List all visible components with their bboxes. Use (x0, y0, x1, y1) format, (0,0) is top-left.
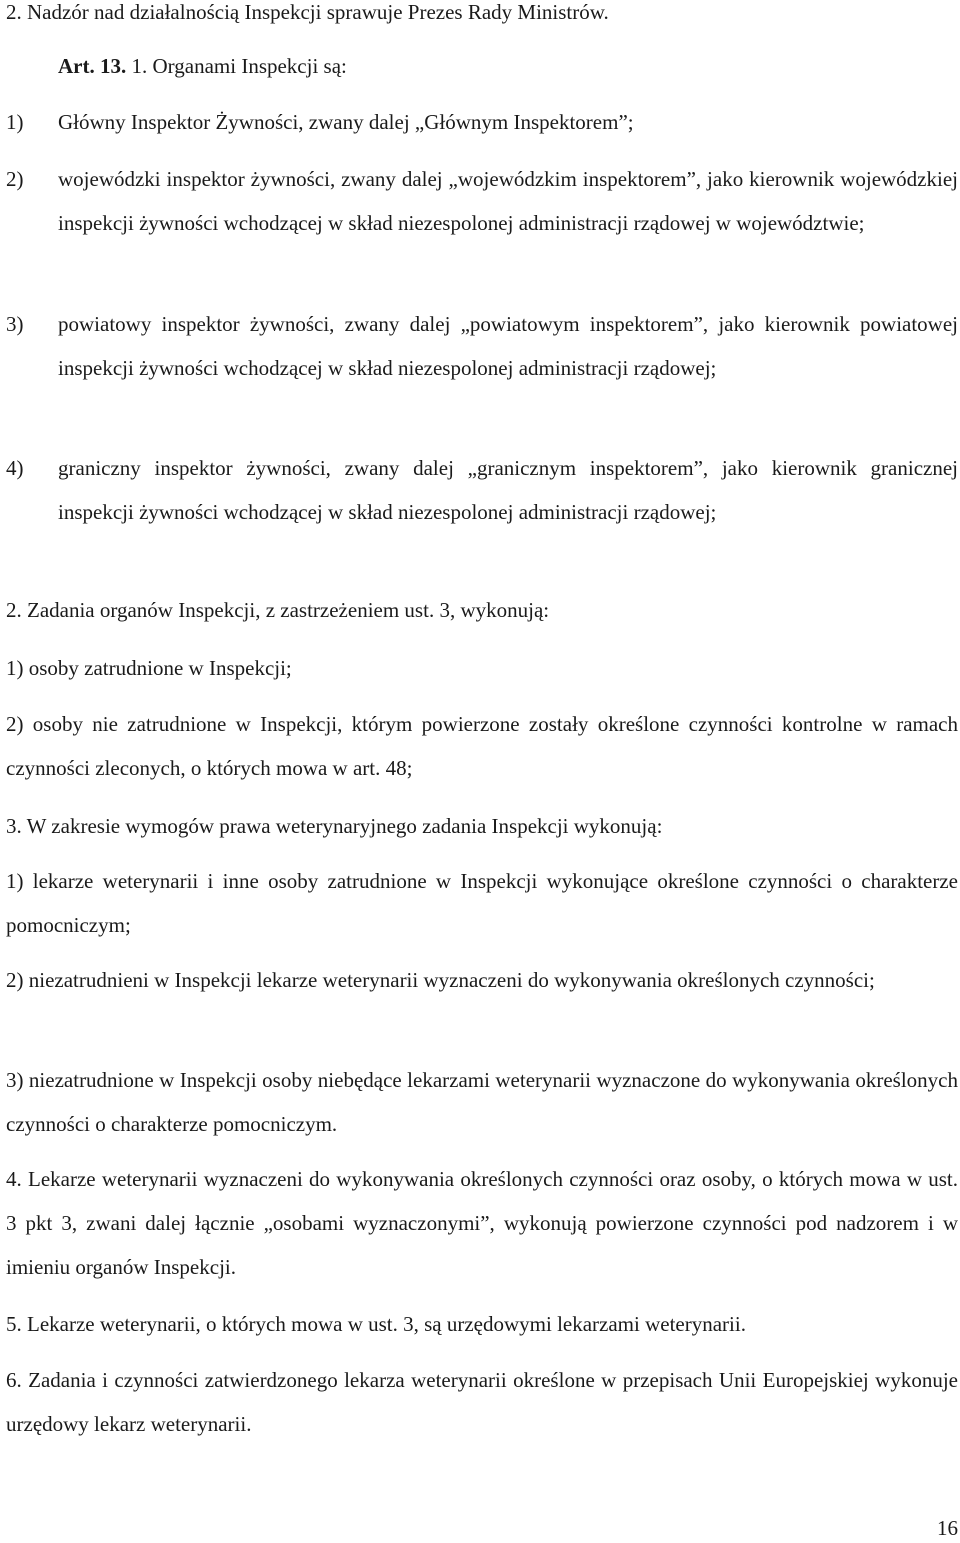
item-number: 2) (6, 167, 24, 191)
paragraph-2-supervision (6, 0, 958, 34)
item-text: graniczny inspektor żywności, zwany dalej „granicznym inspektorem”, jako kierownik granicznej inspekcji żywności wchodzącej w skład niezespolonej administracji rządowej; (58, 456, 958, 524)
paragraph-text: 1) lekarze weterynarii i inne osoby zatrudnione w Inspekcji wykonujące określone czynności o charakterze pomocniczym; (6, 869, 958, 937)
item-number: 1) (6, 110, 24, 134)
paragraph-2-tasks (6, 588, 958, 632)
paragraph-text: 6. Zadania i czynności zatwierdzonego lekarza weterynarii określone w przepisach Unii Europejskiej wykonuje urzędowy lekarz weterynarii. (6, 1368, 958, 1436)
item-text: powiatowy inspektor żywności, zwany dalej „powiatowym inspektorem”, jako kierownik powiatowej inspekcji żywności wchodzącej w skład niezespolonej administracji rządowej; (58, 312, 958, 380)
paragraph-text: 5. Lekarze weterynarii, o których mowa w ust. 3, są urzędowymi lekarzami weterynarii. (6, 1312, 746, 1336)
paragraph-4-designated (6, 1157, 958, 1289)
list-item (6, 100, 958, 144)
paragraph-3-veterinary (6, 804, 958, 848)
paragraph-5-official-vets (6, 1302, 958, 1346)
list-item (6, 302, 958, 390)
paragraph-text: 3) niezatrudnione w Inspekcji osoby niebędące lekarzami weterynarii wyznaczone do wykonywania określonych czynności o charakterze pomocniczym. (6, 1068, 958, 1136)
item-number: 4) (6, 456, 24, 480)
paragraph-6-eu-tasks (6, 1358, 958, 1446)
article-intro-text: 1. Organami Inspekcji są: (126, 54, 347, 78)
paragraph-text: 2) osoby nie zatrudnione w Inspekcji, którym powierzone zostały określone czynności kontrolne w ramach czynności zleconych, o których mowa w art. 48; (6, 712, 958, 780)
list-item (6, 446, 958, 534)
paragraph-text: 2) niezatrudnieni w Inspekcji lekarze weterynarii wyznaczeni do wykonywania określonych czynności; (6, 968, 875, 992)
item-text: wojewódzki inspektor żywności, zwany dalej „wojewódzkim inspektorem”, jako kierownik wojewódzkiej inspekcji żywności wchodzącej w skład niezespolonej administracji rządowej w województwie; (58, 167, 958, 235)
paragraph-text: 2. Zadania organów Inspekcji, z zastrzeżeniem ust. 3, wykonują: (6, 598, 550, 622)
item-text: Główny Inspektor Żywności, zwany dalej „Głównym Inspektorem”; (58, 110, 634, 134)
paragraph-item (6, 1058, 958, 1146)
paragraph-item (6, 646, 958, 690)
paragraph-text: 2. Nadzór nad działalnością Inspekcji sprawuje Prezes Rady Ministrów. (6, 0, 609, 24)
paragraph-text: 1) osoby zatrudnione w Inspekcji; (6, 656, 292, 680)
paragraph-item (6, 859, 958, 947)
paragraph-text: 3. W zakresie wymogów prawa weterynaryjnego zadania Inspekcji wykonują: (6, 814, 663, 838)
paragraph-text: 4. Lekarze weterynarii wyznaczeni do wykonywania określonych czynności oraz osoby, o których mowa w ust. 3 pkt 3, zwani dalej łącznie „osobami wyznaczonymi”, wykonują powierzone czynności pod nadzorem i w imieniu organów Inspekcji. (6, 1167, 958, 1279)
paragraph-item (6, 958, 958, 1002)
paragraph-item (6, 702, 958, 790)
page-number: 16 (937, 1516, 958, 1540)
article-13-heading (58, 44, 958, 88)
item-number: 3) (6, 312, 24, 336)
article-number: Art. 13. (58, 54, 127, 78)
list-item (6, 157, 958, 245)
